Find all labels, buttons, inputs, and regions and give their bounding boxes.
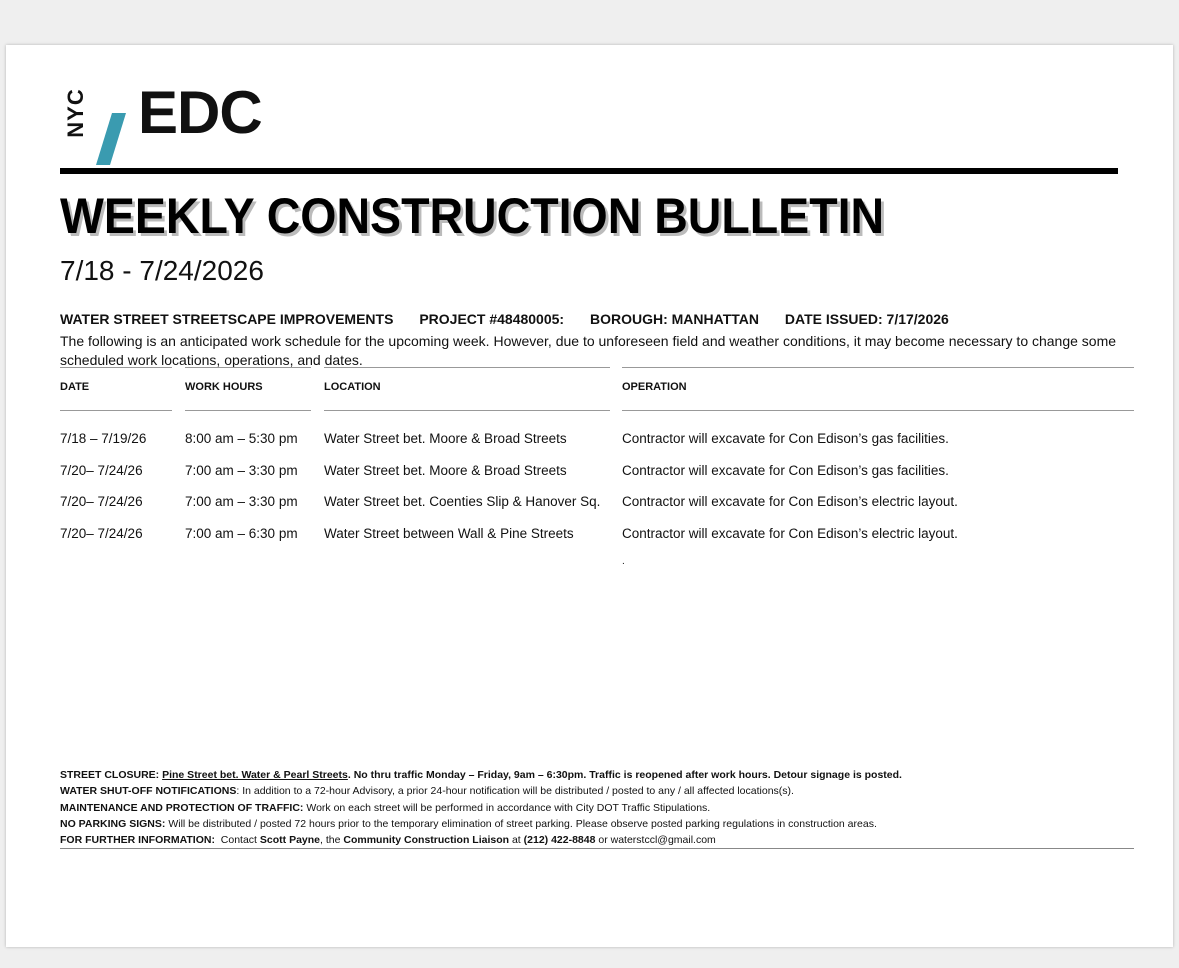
row-date: 7/18 – 7/19/26 [60, 431, 147, 446]
header-location: LOCATION [324, 367, 610, 411]
info-phone: (212) 422-8848 [523, 834, 596, 847]
row-hours: 7:00 am – 6:30 pm [185, 525, 298, 541]
parking-text: Will be distributed / posted 72 hours prior to the temporary elimination of street parking. Please observe posted parking regulations in construction areas. [165, 817, 877, 830]
street-closure-text: . No thru traffic Monday – Friday, 9am – 6:30pm. Traffic is reopened after work hours. Detour signage is posted. [347, 769, 902, 781]
info-role: Community Construction Liaison [343, 834, 510, 847]
project-name: WATER STREET STREETSCAPE IMPROVEMENTS [60, 311, 394, 327]
maintenance-label: MAINTENANCE AND PROTECTION OF TRAFFIC: [60, 801, 304, 814]
bulletin-footer [60, 767, 1134, 849]
borough: BOROUGH: MANHATTAN [589, 311, 759, 327]
table-body [60, 431, 1140, 567]
info-line [60, 832, 1134, 849]
water-label: WATER SHUT-OFF NOTIFICATIONS [60, 785, 237, 798]
logo-edc: EDC [138, 79, 262, 146]
street-closure-label: STREET CLOSURE: [60, 769, 160, 781]
table-row [60, 526, 1140, 558]
row-location: Water Street bet. Moore & Broad Streets [324, 462, 567, 478]
info-text-1: Contact [214, 834, 260, 847]
row-operation: Contractor will excavate for Con Edison’s gas facilities. [622, 462, 949, 478]
row-location: Water Street between Wall & Pine Streets [324, 525, 574, 541]
schedule-table [60, 367, 1140, 567]
row-location: Water Street bet. Coenties Slip & Hanover Sq. [324, 494, 601, 509]
parking-line [60, 816, 1134, 832]
row-date: 7/20– 7/24/26 [60, 494, 143, 509]
logo-nyc: NYC [63, 88, 88, 138]
info-label: FOR FURTHER INFORMATION: [60, 834, 215, 847]
table-header [60, 367, 1140, 411]
row-hours: 8:00 am – 5:30 pm [185, 431, 298, 446]
bulletin-title: WEEKLY CONSTRUCTION BULLETIN [60, 188, 885, 244]
table-row [60, 463, 1140, 495]
table-row [60, 494, 1140, 526]
maintenance-line [60, 800, 1134, 816]
info-email: or waterstccl@gmail.com [595, 834, 716, 847]
header-operation: OPERATION [622, 367, 1134, 411]
header-rule [60, 168, 1118, 174]
row-operation: Contractor will excavate for Con Edison’s gas facilities. [622, 431, 949, 446]
street-closure-location: Pine Street bet. Water & Pearl Streets [162, 769, 348, 781]
maintenance-text: Work on each street will be performed in accordance with City DOT Traffic Stipulations. [303, 801, 711, 814]
row-operation: Contractor will excavate for Con Edison’s electric layout. [622, 494, 958, 509]
info-name: Scott Payne [259, 834, 321, 847]
row-date: 7/20– 7/24/26 [60, 462, 143, 478]
row-operation: Contractor will excavate for Con Edison’s electric layout. [622, 525, 958, 541]
header-date: DATE [60, 367, 172, 411]
date-issued: DATE ISSUED: 7/17/2026 [784, 311, 949, 327]
intro-text: The following is an anticipated work schedule for the upcoming week. However, due to unforeseen field and weather conditions, it may become necessary to change some scheduled work locations, operations, and dates. [60, 333, 1117, 368]
row-date: 7/20– 7/24/26 [60, 525, 143, 541]
info-text-3: at [509, 834, 524, 847]
parking-label: NO PARKING SIGNS: [60, 817, 166, 830]
project-meta [60, 311, 971, 327]
trailing-mark: . [622, 556, 625, 567]
row-location: Water Street bet. Moore & Broad Streets [324, 431, 567, 446]
info-text-2: , the [320, 834, 344, 847]
date-range: 7/18 - 7/24/2026 [60, 255, 264, 286]
row-hours: 7:00 am – 3:30 pm [185, 462, 298, 478]
row-hours: 7:00 am – 3:30 pm [185, 494, 298, 509]
table-row [60, 431, 1140, 463]
bulletin-page [6, 45, 1173, 947]
water-shutoff-line [60, 783, 1134, 799]
nyc-edc-logo [60, 79, 262, 146]
header-hours: WORK HOURS [185, 367, 311, 411]
street-closure-line [60, 767, 1134, 783]
project-number: PROJECT #48480005: [419, 311, 565, 327]
water-text: : In addition to a 72-hour Advisory, a prior 24-hour notification will be distributed / posted to any / all affected locations(s). [236, 785, 794, 798]
